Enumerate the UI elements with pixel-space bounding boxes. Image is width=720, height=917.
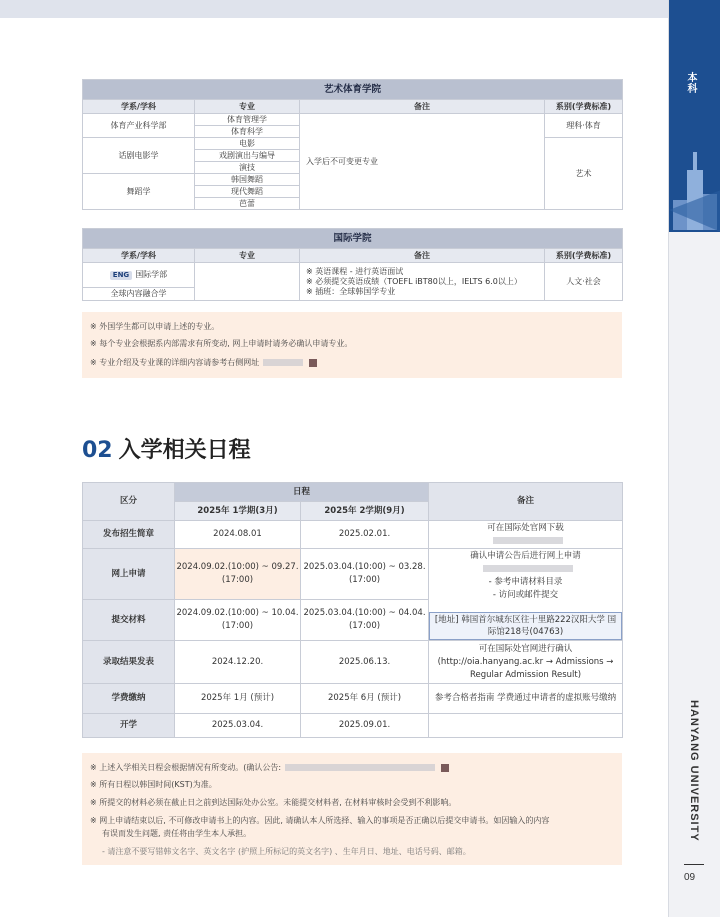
dept-cell: 舞蹈学 [83, 174, 195, 210]
table-title: 艺术体育学院 [83, 80, 623, 100]
term1-cell: 2024.09.02.(10:00) ~ 10.04.(17:00) [175, 600, 301, 641]
row-label: 网上申请 [83, 549, 175, 600]
notes-box [82, 312, 622, 378]
note-line-url [90, 357, 317, 368]
term2-cell: 2025.09.01. [301, 714, 429, 738]
building-icon [669, 150, 720, 232]
col-header: 学系/学科 [83, 249, 195, 263]
note-cell: 参考合格者指南 学费通过申请者的虚拟账号缴纳 [429, 684, 623, 714]
redacted-url [285, 764, 435, 771]
redacted-text [493, 537, 563, 544]
note-cell [429, 549, 623, 641]
term2-cell: 2025.03.04.(10:00) ~ 04.04. (17:00) [301, 600, 429, 641]
remark-cell: 入学后不可变更专业 [300, 114, 545, 210]
note-text: ※ 专业介绍及专业课的详细内容请参考右侧网址 [90, 358, 260, 367]
section-number: 02 [82, 438, 113, 463]
note-line: ※ 所有日程以韩国时间(KST)为准。 [90, 780, 217, 789]
term2-cell: 2025.02.01. [301, 521, 429, 549]
term1-cell: 2025.03.04. [175, 714, 301, 738]
note-line: ※ 外国学生都可以申请上述的专业。 [90, 322, 220, 331]
note-text: 可在国际处官网下载 [487, 522, 564, 533]
term2-cell: 2025.06.13. [301, 641, 429, 684]
col-header: 专业 [195, 249, 300, 263]
major-cell: 韩国舞蹈 [195, 174, 300, 186]
major-cell: 现代舞蹈 [195, 186, 300, 198]
dept-label: 国际学部 [135, 270, 168, 279]
note-cell [429, 714, 623, 738]
col-header: 备注 [300, 100, 545, 114]
major-cell: 芭蕾 [195, 198, 300, 210]
col-header: 区分 [83, 483, 175, 521]
section-heading: 入学相关日程 [118, 438, 251, 463]
eng-badge: ENG [110, 271, 132, 280]
note-line [90, 762, 449, 773]
schedule-table [82, 482, 623, 738]
note-text: - 参考申请材料目录 [488, 576, 563, 587]
col-header: 日程 [175, 483, 429, 502]
major-cell: 体育管理学 [195, 114, 300, 126]
redaction-mark [309, 359, 317, 367]
term1-cell: 2024.08.01 [175, 521, 301, 549]
note-line: ※ 每个专业会根据系内部需求有所变动, 网上申请时请务必确认申请专业。 [90, 339, 353, 348]
sidebar-label: 本科 [685, 72, 696, 94]
note-line: ※ 网上申请结束以后, 不可修改申请书上的内容。因此, 请确认本人所选择、输入的事项是否正确以后提交申请书。如因输入的内容 [90, 816, 550, 825]
term1-cell: 2025年 1月 (预计) [175, 684, 301, 714]
dept-cell: 全球内容融合学 [83, 288, 195, 301]
col-header: 系别(学费标准) [545, 249, 623, 263]
note-text: ※ 上述入学相关日程会根据情况有所变动。(确认公告: [90, 763, 282, 772]
remark-cell [300, 263, 545, 301]
sidebar-tab [669, 0, 720, 232]
category-cell: 人文·社会 [545, 263, 623, 301]
section-title [82, 433, 251, 464]
table-title: 国际学院 [83, 229, 623, 249]
col-header: 学系/学科 [83, 100, 195, 114]
international-table [82, 228, 623, 301]
note-cell [429, 521, 623, 549]
row-label: 提交材料 [83, 600, 175, 641]
remark-line: ※ 英语课程 - 进行英语面试 [306, 266, 404, 276]
term1-cell: 2024.12.20. [175, 641, 301, 684]
term2-cell: 2025.03.04.(10:00) ~ 03.28.(17:00) [301, 549, 429, 600]
top-band [0, 0, 720, 18]
redacted-text [483, 565, 573, 572]
redacted-url [263, 359, 303, 366]
category-cell: 理科·体育 [545, 114, 623, 138]
major-cell: 体育科学 [195, 126, 300, 138]
term2-cell: 2025年 6月 (预计) [301, 684, 429, 714]
term-header: 2025年 2学期(9月) [301, 502, 429, 521]
col-header: 系别(学费标准) [545, 100, 623, 114]
page-number: 09 [684, 872, 696, 883]
dept-cell [83, 263, 195, 288]
row-label: 录取结果发表 [83, 641, 175, 684]
note-line: ※ 所提交的材料必须在截止日之前到达国际处办公室。未能提交材料者, 在材料审核时会受到不利影响。 [90, 798, 457, 807]
note-line: - 请注意不要写错韩文名字、英文名字 (护照上所标记的英文名字) 、生年月日、地址、电话号码、邮箱。 [102, 847, 471, 856]
note-text: 确认申请公告后进行网上申请 [470, 550, 581, 561]
col-header: 专业 [195, 100, 300, 114]
row-label: 开学 [83, 714, 175, 738]
term-header: 2025年 1学期(3月) [175, 502, 301, 521]
dept-cell: 体育产业科学部 [83, 114, 195, 138]
major-cell: 演技 [195, 162, 300, 174]
notes-box [82, 753, 622, 865]
note-line: 有误而发生问题, 责任将由学生本人承担。 [102, 829, 252, 838]
brand-name: HANYANG UNIVERSITY [688, 700, 700, 842]
address-box: [地址] 韩国首尔城东区往十里路222汉阳大学 国际馆218号(04763) [429, 612, 622, 640]
category-cell: 艺术 [545, 138, 623, 210]
note-cell: 可在国际处官网进行确认 (http://oia.hanyang.ac.kr → Admissions → Regular Admission Result) [429, 641, 623, 684]
major-cell: 电影 [195, 138, 300, 150]
dept-cell: 话剧电影学 [83, 138, 195, 174]
remark-line: ※ 插班：全球韩国学专业 [306, 286, 396, 296]
term1-cell: 2024.09.02.(10:00) ~ 09.27.(17:00) [175, 549, 301, 600]
major-cell: 戏剧演出与编导 [195, 150, 300, 162]
row-label: 发布招生简章 [83, 521, 175, 549]
redaction-mark [441, 764, 449, 772]
col-header: 备注 [429, 483, 623, 521]
art-sports-table [82, 79, 623, 210]
remark-line: ※ 必须提交英语成绩（TOEFL iBT80以上，IELTS 6.0以上） [306, 276, 522, 286]
major-cell [195, 263, 300, 301]
col-header: 备注 [300, 249, 545, 263]
row-label: 学费缴纳 [83, 684, 175, 714]
page-number-rule [684, 864, 704, 865]
note-text: - 访问或邮件提交 [492, 589, 559, 600]
